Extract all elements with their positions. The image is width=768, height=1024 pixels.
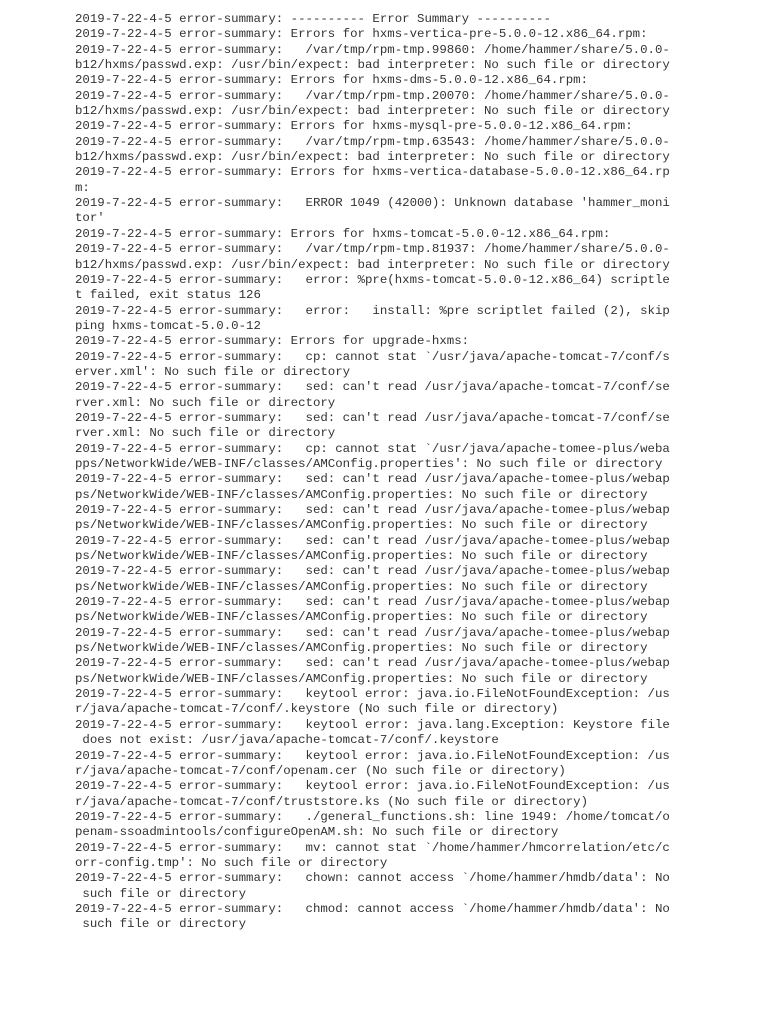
log-line: b12/hxms/passwd.exp: /usr/bin/expect: bad interpreter: No such file or directory — [75, 58, 670, 73]
log-line: ps/NetworkWide/WEB-INF/classes/AMConfig.properties: No such file or directory — [75, 610, 648, 625]
log-line: 2019-7-22-4-5 error-summary: sed: can't read /usr/java/apache-tomee-plus/webap — [75, 625, 670, 640]
log-line: ping hxms-tomcat-5.0.0-12 — [75, 318, 261, 333]
log-line: r/java/apache-tomcat-7/conf/openam.cer (No such file or directory) — [75, 763, 566, 778]
log-line: ps/NetworkWide/WEB-INF/classes/AMConfig.properties: No such file or directory — [75, 518, 648, 533]
log-line: 2019-7-22-4-5 error-summary: chown: cannot access `/home/hammer/hmdb/data': No — [75, 871, 670, 886]
log-line: 2019-7-22-4-5 error-summary: mv: cannot stat `/home/hammer/hmcorrelation/etc/c — [75, 840, 670, 855]
log-line: 2019-7-22-4-5 error-summary: ERROR 1049 (42000): Unknown database 'hammer_moni — [75, 196, 670, 211]
log-line: r/java/apache-tomcat-7/conf/truststore.ks (No such file or directory) — [75, 794, 589, 809]
log-line: ps/NetworkWide/WEB-INF/classes/AMConfig.properties: No such file or directory — [75, 487, 648, 502]
log-line: t failed, exit status 126 — [75, 288, 261, 303]
log-line: 2019-7-22-4-5 error-summary: keytool error: java.lang.Exception: Keystore file — [75, 717, 670, 732]
log-line: ps/NetworkWide/WEB-INF/classes/AMConfig.properties: No such file or directory — [75, 549, 648, 564]
log-line: 2019-7-22-4-5 error-summary: /var/tmp/rpm-tmp.20070: /home/hammer/share/5.0.0- — [75, 88, 670, 103]
log-line: 2019-7-22-4-5 error-summary: sed: can't read /usr/java/apache-tomee-plus/webap — [75, 564, 670, 579]
log-line: 2019-7-22-4-5 error-summary: error: install: %pre scriptlet failed (2), skip — [75, 303, 670, 318]
log-line: 2019-7-22-4-5 error-summary: Errors for upgrade-hxms: — [75, 334, 470, 349]
log-line: 2019-7-22-4-5 error-summary: sed: can't read /usr/java/apache-tomcat-7/conf/se — [75, 380, 670, 395]
log-line: 2019-7-22-4-5 error-summary: Errors for hxms-vertica-pre-5.0.0-12.x86_64.rpm: — [75, 27, 648, 42]
log-line: penam-ssoadmintools/configureOpenAM.sh: No such file or directory — [75, 825, 559, 840]
log-line: m: — [75, 180, 90, 195]
log-line: rver.xml: No such file or directory — [75, 426, 336, 441]
log-line: 2019-7-22-4-5 error-summary: ---------- Error Summary ---------- — [75, 12, 551, 26]
log-line: 2019-7-22-4-5 error-summary: sed: can't read /usr/java/apache-tomee-plus/webap — [75, 503, 670, 517]
log-line: 2019-7-22-4-5 error-summary: Errors for hxms-tomcat-5.0.0-12.x86_64.rpm: — [75, 226, 611, 241]
log-line: 2019-7-22-4-5 error-summary: ./general_functions.sh: line 1949: /home/tomcat/o — [75, 809, 670, 824]
log-line: ps/NetworkWide/WEB-INF/classes/AMConfig.properties: No such file or directory — [75, 579, 648, 594]
log-line: 2019-7-22-4-5 error-summary: Errors for hxms-vertica-database-5.0.0-12.x86_64.rp — [75, 165, 670, 180]
log-line: 2019-7-22-4-5 error-summary: cp: cannot stat `/usr/java/apache-tomee-plus/weba — [75, 441, 670, 456]
log-line: 2019-7-22-4-5 error-summary: /var/tmp/rpm-tmp.99860: /home/hammer/share/5.0.0- — [75, 42, 670, 57]
error-summary-log — [75, 12, 675, 933]
log-line: such file or directory — [75, 886, 247, 901]
log-line: r/java/apache-tomcat-7/conf/.keystore (No such file or directory) — [75, 702, 559, 717]
log-line: 2019-7-22-4-5 error-summary: keytool error: java.io.FileNotFoundException: /us — [75, 748, 670, 763]
log-line: 2019-7-22-4-5 error-summary: keytool error: java.io.FileNotFoundException: /us — [75, 779, 670, 794]
log-line: orr-config.tmp': No such file or directory — [75, 855, 388, 870]
log-line: 2019-7-22-4-5 error-summary: /var/tmp/rpm-tmp.63543: /home/hammer/share/5.0.0- — [75, 134, 670, 149]
log-line: tor' — [75, 211, 105, 226]
log-line: 2019-7-22-4-5 error-summary: sed: can't read /usr/java/apache-tomee-plus/webap — [75, 472, 670, 487]
log-line: 2019-7-22-4-5 error-summary: keytool error: java.io.FileNotFoundException: /us — [75, 687, 670, 702]
log-line: 2019-7-22-4-5 error-summary: cp: cannot stat `/usr/java/apache-tomcat-7/conf/s — [75, 349, 670, 364]
log-line: 2019-7-22-4-5 error-summary: error: %pre(hxms-tomcat-5.0.0-12.x86_64) scriptle — [75, 272, 670, 287]
log-line: b12/hxms/passwd.exp: /usr/bin/expect: bad interpreter: No such file or directory — [75, 257, 670, 272]
log-line: b12/hxms/passwd.exp: /usr/bin/expect: bad interpreter: No such file or directory — [75, 104, 670, 119]
log-line: ps/NetworkWide/WEB-INF/classes/AMConfig.properties: No such file or directory — [75, 671, 648, 686]
log-line: 2019-7-22-4-5 error-summary: chmod: cannot access `/home/hammer/hmdb/data': No — [75, 901, 670, 916]
log-line: 2019-7-22-4-5 error-summary: sed: can't read /usr/java/apache-tomcat-7/conf/se — [75, 410, 670, 425]
log-line: such file or directory — [75, 917, 247, 932]
log-line: 2019-7-22-4-5 error-summary: sed: can't read /usr/java/apache-tomee-plus/webap — [75, 533, 670, 548]
log-line: b12/hxms/passwd.exp: /usr/bin/expect: bad interpreter: No such file or directory — [75, 150, 670, 165]
log-line: 2019-7-22-4-5 error-summary: Errors for hxms-mysql-pre-5.0.0-12.x86_64.rpm: — [75, 119, 633, 134]
log-line: 2019-7-22-4-5 error-summary: sed: can't read /usr/java/apache-tomee-plus/webap — [75, 595, 670, 610]
log-line: erver.xml': No such file or directory — [75, 364, 351, 379]
log-line: ps/NetworkWide/WEB-INF/classes/AMConfig.properties: No such file or directory — [75, 641, 648, 656]
log-line: 2019-7-22-4-5 error-summary: Errors for hxms-dms-5.0.0-12.x86_64.rpm: — [75, 73, 589, 88]
log-line: does not exist: /usr/java/apache-tomcat-7/conf/.keystore — [75, 733, 499, 748]
log-line: pps/NetworkWide/WEB-INF/classes/AMConfig.properties': No such file or directory — [75, 456, 663, 471]
log-line: 2019-7-22-4-5 error-summary: /var/tmp/rpm-tmp.81937: /home/hammer/share/5.0.0- — [75, 242, 670, 257]
log-line: rver.xml: No such file or directory — [75, 395, 336, 410]
log-line: 2019-7-22-4-5 error-summary: sed: can't read /usr/java/apache-tomee-plus/webap — [75, 656, 670, 671]
